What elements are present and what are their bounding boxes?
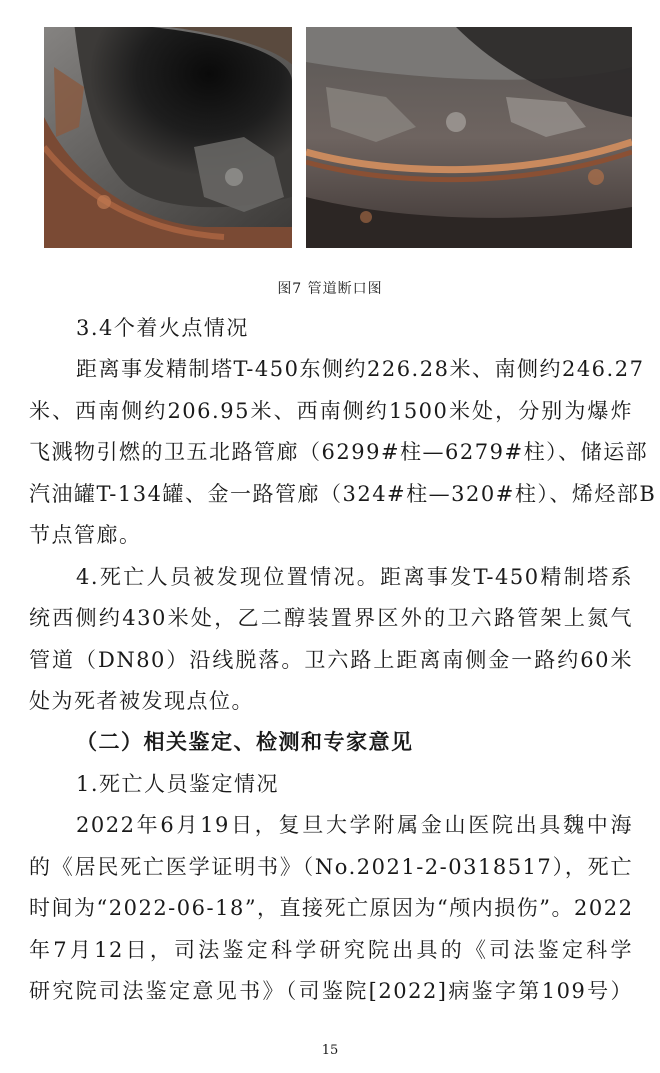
subsection-heading-1: 1.死亡人员鉴定情况 <box>76 772 280 796</box>
paragraph-line: 4.死亡人员被发现位置情况。距离事发T-450精制塔系 <box>76 565 633 589</box>
paragraph-line: 年7月12日，司法鉴定科学研究院出具的《司法鉴定科学 <box>29 938 633 962</box>
paragraph-line: 处为死者被发现点位。 <box>29 689 254 713</box>
pipe-fracture-photo-right <box>306 27 632 248</box>
paragraph-line: 距离事发精制塔T-450东侧约226.28米、南侧约246.27 <box>76 357 645 381</box>
pipe-fracture-photo-left <box>44 27 292 248</box>
paragraph-line: 管道（DN80）沿线脱落。卫六路上距离南侧金一路约60米 <box>29 648 633 672</box>
paragraph-line: 汽油罐T-134罐、金一路管廊（324#柱—320#柱）、烯烃部B <box>29 482 657 506</box>
section-heading-3-4: 3.4个着火点情况 <box>76 316 249 340</box>
paragraph-line: 统西侧约430米处，乙二醇装置界区外的卫六路管架上氮气 <box>29 606 633 630</box>
paragraph-line: 飞溅物引燃的卫五北路管廊（6299#柱—6279#柱）、储运部 <box>29 440 649 464</box>
figure-caption: 图7 管道断口图 <box>277 281 383 297</box>
paragraph-line: 研究院司法鉴定意见书》（司鉴院[2022]病鉴字第109号） <box>29 979 633 1003</box>
page-number: 15 <box>321 1043 339 1058</box>
paragraph-line: 2022年6月19日，复旦大学附属金山医院出具魏中海 <box>76 813 633 837</box>
paragraph-line: 时间为“2022-06-18”，直接死亡原因为“颅内损伤”。2022 <box>29 896 634 920</box>
paragraph-line: 米、西南侧约206.95米、西南侧约1500米处，分别为爆炸 <box>29 399 633 423</box>
section-heading-2: （二）相关鉴定、检测和专家意见 <box>76 729 414 754</box>
paragraph-line: 的《居民死亡医学证明书》（No.2021-2-0318517），死亡 <box>29 855 633 879</box>
paragraph-line: 节点管廊。 <box>29 523 142 547</box>
